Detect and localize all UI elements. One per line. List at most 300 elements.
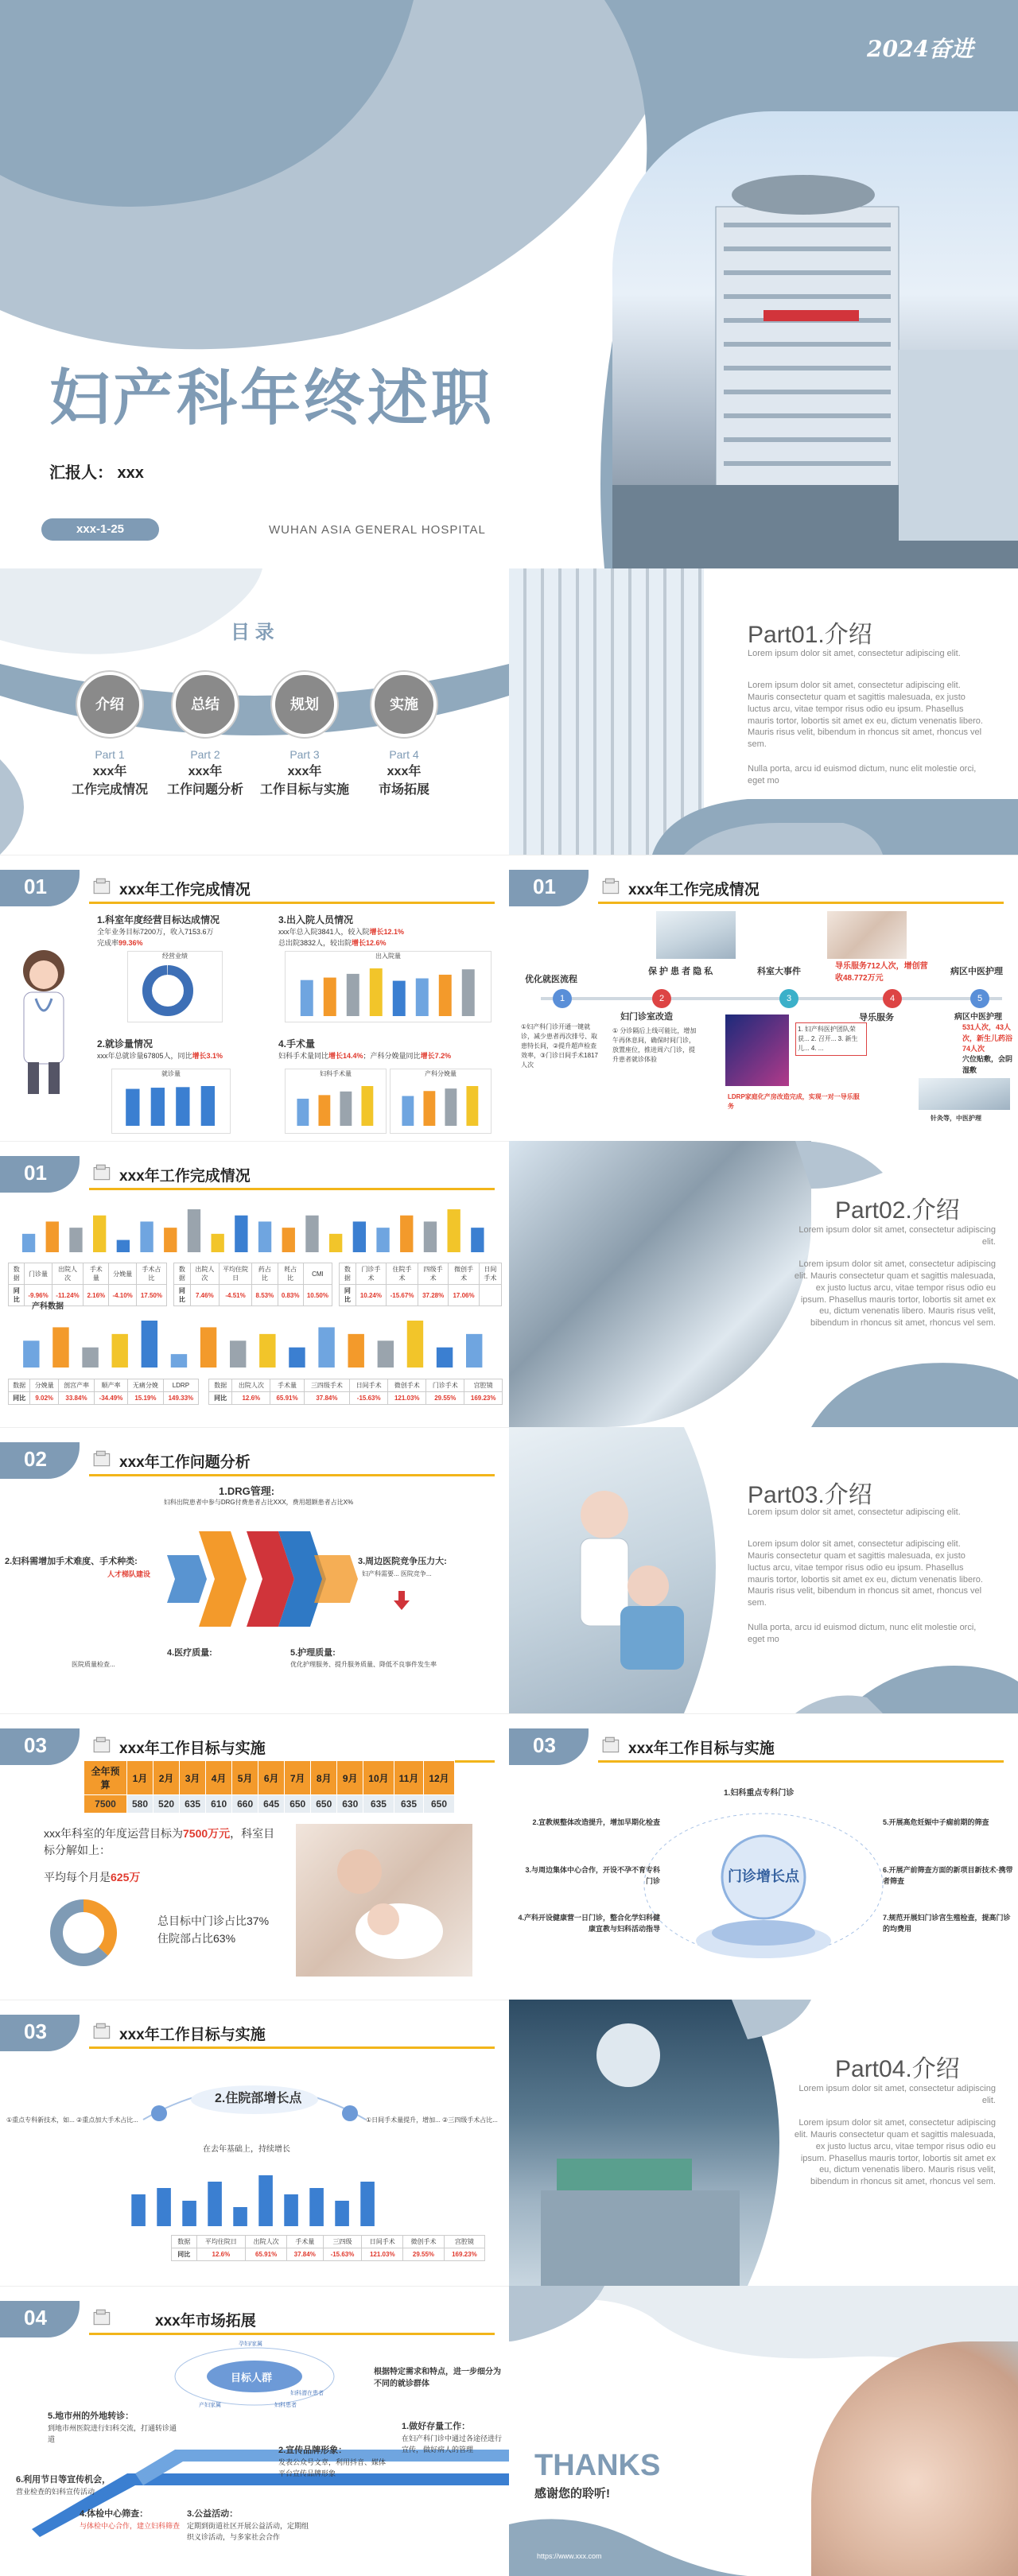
s2-text-1: ①妇产科门诊开通一键就诊，减少患者再次排号、取患特长间，②提升超声检查效率，③门诊日间手术1817人次 (521, 1023, 598, 1069)
s2-step-1 (553, 989, 572, 1008)
s4-p3-text: 妇产科需要... 医院竞争... (362, 1570, 432, 1577)
bar (407, 1321, 423, 1368)
s8-ring-1: 孕妇/家属 (239, 2341, 262, 2347)
cell: 日间手术 (362, 2236, 403, 2248)
bar (402, 1096, 414, 1127)
s1-b3-inc: 增长3.1% (192, 1052, 223, 1060)
cell: -11.24% (52, 1285, 83, 1306)
s2-step-5-num: 5 (977, 994, 983, 1003)
s3-t1-header (9, 1263, 167, 1285)
cell: 12.6% (196, 2248, 246, 2261)
cell: 手术占比 (136, 1263, 166, 1285)
s5-avg-row (44, 1869, 140, 1885)
toc-item-4[interactable] (356, 672, 452, 797)
s2-ldrp: LDRP家庭化产房改造完成，实现一对一导乐服务 (728, 1093, 860, 1110)
cell: 520 (153, 1795, 180, 1814)
bar (361, 1086, 373, 1126)
cell: 9月 (337, 1761, 363, 1795)
cell: 微创手术 (403, 2236, 445, 2248)
cell: 住院手术 (387, 1263, 418, 1285)
toc-circle-label-1: 介绍 (95, 696, 124, 712)
bar (259, 1334, 275, 1368)
s8-l4t: 定期到街道社区开展公益活动，定期组织义诊活动，与多家社会合作 (187, 2522, 309, 2541)
s5-pct-1: 总目标中门诊占比37% (157, 1915, 270, 1927)
s1-title: xxx年工作完成情况 (119, 882, 251, 898)
bar (258, 2175, 273, 2226)
thanks-sub: 感谢您的聆听! (534, 2487, 610, 2500)
cell: 出院人次 (232, 1379, 270, 1392)
cell: 7.46% (190, 1285, 219, 1306)
toc-item-1[interactable] (62, 672, 157, 797)
s1-b1-title: 1.科室年度经营目标达成情况 (97, 914, 220, 925)
cell: 65.91% (270, 1392, 304, 1405)
s4-p5-text: 优化护理服务、提升服务质量、降低不良事件发生率 (290, 1661, 437, 1668)
s2-extra: 针灸等，中医护理 (931, 1115, 981, 1122)
cover-title: 妇产科年终述职 (49, 365, 495, 433)
folder-icon (92, 2021, 113, 2042)
s2-step-5-label: 病区中医护理 (954, 1013, 1002, 1022)
part03-title: Part03.介绍 (748, 1482, 872, 1508)
bar (329, 1234, 342, 1252)
s5-budget-header (84, 1761, 455, 1795)
cell: 无痛分娩 (128, 1379, 164, 1392)
folder-icon (92, 2307, 113, 2328)
bar (93, 1216, 106, 1252)
s4-number: 02 (0, 1442, 80, 1479)
cell: -4.10% (109, 1285, 136, 1306)
bar (22, 1234, 35, 1252)
s2-event-photo (725, 1014, 789, 1086)
cell: CMI (303, 1263, 332, 1285)
bar (423, 1091, 435, 1126)
cell: 四级手术 (418, 1263, 448, 1285)
s5-pie-chart (44, 1893, 147, 1973)
s8-ring-4: 妇科潜在患者 (290, 2391, 324, 2396)
part01-slide (509, 568, 1018, 855)
s3-obs-values (9, 1392, 199, 1405)
s5-goal-value: 7500万元 (183, 1827, 231, 1840)
part04-body: Lorem ipsum dolor sit amet, consectetur adipiscing elit. Mauris consectetur quam et sagittis malesuada, ex justo luctus arcu, vitae tempor risus odio eu ipsum. Phasellus mauris tortor, lobortis sit amet ex eu, dictum venenatis libero. Mauris risus velit, bibendum in rhoncus sit amet, rhoncus vel sem. (794, 2118, 996, 2187)
s1-gyn-chart-box (285, 1069, 387, 1134)
cell: 手术量 (270, 1379, 304, 1392)
doctor-illustration (8, 943, 80, 1102)
s5-pct-2: 住院部占比63% (157, 1932, 236, 1945)
s3-table-1 (8, 1263, 167, 1306)
s1-b2-inc1: 增长12.1% (369, 928, 405, 936)
bar (131, 2194, 146, 2226)
s3-gyn-header (209, 1379, 503, 1392)
toc-line1-1: xxx年 (92, 765, 127, 778)
s1-b3-title: 2.就诊量情况 (97, 1038, 153, 1049)
cell: 37.28% (418, 1285, 448, 1306)
bar (424, 1221, 437, 1252)
part01-body: Lorem ipsum dolor sit amet, consectetur adipiscing elit. Mauris consectetur quam et sagittis malesuada, ex justo luctus arcu, vitae tempor risus odio eu ipsum. Phasellus mauris tortor, lobortis sit amet ex eu, dictum venenatis libero. Mauris risus velit, bibendum in rhoncus sit amet, rhoncus vel sem. (748, 681, 983, 750)
s1-b1-rate-row (97, 938, 143, 949)
s2-step-1-label: 优化就医流程 (525, 975, 577, 984)
s3-slide (0, 1141, 509, 1427)
toc-line2-4: 市场拓展 (378, 783, 429, 797)
cell: 9.02% (30, 1392, 59, 1405)
cover-slide (0, 0, 1018, 568)
cell: 数据 (209, 1379, 232, 1392)
bar (188, 1209, 200, 1252)
s2-label-tcm: 病区中医护理 (950, 967, 1003, 976)
s2-timeline (541, 997, 1002, 1000)
cell: 610 (206, 1795, 232, 1814)
toc-circle-3 (272, 672, 337, 737)
bar (142, 1321, 157, 1368)
cell: 29.55% (403, 2248, 445, 2261)
s5-title: xxx年工作目标与实施 (119, 1740, 266, 1757)
cell: -15.67% (387, 1285, 418, 1306)
thanks-title: THANKS (534, 2449, 661, 2482)
bar (360, 2182, 375, 2226)
bar (117, 1240, 130, 1252)
s3-lower-bars (12, 1313, 497, 1372)
s2-label-doula: 导乐服务712人次，增创营收48.772万元 (835, 962, 928, 983)
cell: 645 (258, 1795, 285, 1814)
cell: 169.23% (464, 1392, 503, 1405)
cell: 剖宫产率 (59, 1379, 95, 1392)
down-arrow-icon (394, 1591, 410, 1610)
s1-b2-row1 (278, 927, 404, 938)
s2-step-2-num: 2 (659, 994, 665, 1003)
bar (23, 1340, 39, 1368)
bar (471, 1228, 484, 1252)
s7-chart-box (119, 2167, 390, 2231)
cell: 635 (180, 1795, 206, 1814)
s5-goal-text2: ，科室目标分解如上： (44, 1827, 275, 1856)
cell: 7月 (285, 1761, 311, 1795)
bar (282, 1228, 295, 1252)
bar (69, 1228, 82, 1252)
cell: 手术量 (286, 2236, 323, 2248)
s3-obs-title: 产科数据 (32, 1302, 64, 1311)
s5-budget-values (84, 1795, 455, 1814)
cell: 微创手术 (449, 1263, 479, 1285)
bar (318, 1327, 334, 1368)
bar (448, 1209, 460, 1252)
s1-inout-chart-title: 出入院量 (375, 952, 401, 960)
bar (318, 1095, 330, 1126)
s4-p5-title: 5.护理质量: (290, 1648, 336, 1658)
s7-right: ①日间手术量提升，增加... ②三四级手术占比... (366, 2116, 498, 2124)
cell: 635 (394, 1795, 424, 1814)
s7-arc-graphic (127, 2064, 382, 2151)
cell: 4月 (206, 1761, 232, 1795)
s3-gyn-values (209, 1392, 503, 1405)
folder-icon (92, 1735, 113, 1755)
cell: 8月 (311, 1761, 337, 1795)
bar (233, 2207, 247, 2226)
bar (201, 1086, 215, 1126)
s3-obs-table (8, 1379, 199, 1405)
s2-title-underline (598, 902, 1004, 904)
s1-inout-chart-box (285, 951, 492, 1022)
cell: 出院人次 (246, 2236, 287, 2248)
s7-bar-chart (119, 2167, 390, 2231)
folder-icon (92, 1449, 113, 1469)
s4-p2-title: 2.妇科需增加手术难度、手术种类: (5, 1557, 138, 1566)
cell: 650 (424, 1795, 454, 1814)
cell: 33.84% (59, 1392, 95, 1405)
bar (305, 1216, 318, 1252)
s1-donut-chart-title: 经营业绩 (162, 952, 188, 960)
s1-b4-inc: 增长14.4% (328, 1052, 363, 1060)
toc-item-2[interactable] (157, 672, 253, 797)
s6-number: 03 (509, 1728, 589, 1765)
s1-b4-text2: ；产科分娩量同比 (363, 1052, 421, 1060)
s1-b4-row (278, 1051, 451, 1062)
toc-line2-2: 工作问题分析 (166, 783, 243, 797)
s6-title: xxx年工作目标与实施 (628, 1740, 775, 1757)
s6-item-7: 7.规范开展妇门诊宫生殖检查，提高门诊的均费用 (883, 1914, 1011, 1933)
cell: 出院人次 (190, 1263, 219, 1285)
s1-title-underline (89, 902, 495, 904)
part02-body: Lorem ipsum dolor sit amet, consectetur adipiscing elit. Mauris consectetur quam et sagittis malesuada, ex justo luctus arcu, vitae tempor risus odio eu ipsum. Phasellus mauris tortor, lobortis sit amet ex eu, dictum venenatis libero. Mauris risus velit, bibendum in rhoncus sit amet, rhoncus vel sem. (794, 1259, 996, 1329)
s4-arrow-graphic (159, 1523, 366, 1635)
s5-slide (0, 1713, 509, 2000)
bar (370, 968, 383, 1016)
bar (301, 980, 313, 1016)
s8-slide (0, 2286, 509, 2576)
part01-subtitle: Lorem ipsum dolor sit amet, consectetur adipiscing elit. (748, 649, 961, 658)
cell: 分娩量 (30, 1379, 59, 1392)
s1-visit-chart (112, 1078, 231, 1131)
s7-slide (0, 2000, 509, 2286)
s1-b1-rate: 99.36% (119, 939, 143, 947)
s6-item-3: 3.与周边集体中心合作，开设不孕不育专科门诊 (525, 1866, 660, 1885)
s4-p1-title: 1.DRG管理: (219, 1485, 275, 1497)
bar (466, 1334, 482, 1368)
s7-table (171, 2235, 485, 2261)
bar (324, 978, 336, 1016)
toc-line2-1: 工作完成情况 (71, 783, 148, 797)
cell: 同比 (209, 1392, 232, 1405)
toc-line1-4: xxx年 (387, 765, 422, 778)
date-text: xxx-1-25 (76, 522, 125, 536)
s2-photo-1 (656, 911, 736, 959)
bar (126, 1089, 139, 1126)
s1-b2-title: 3.出入院人员情况 (278, 914, 354, 925)
s8-right: 根据特定需求和特点，进一步细分为不同的就诊群体 (374, 2368, 501, 2388)
s7-table-values (172, 2248, 485, 2261)
cell: 日间手术 (350, 1379, 388, 1392)
s3-title-underline (89, 1188, 495, 1190)
bar (171, 1354, 187, 1368)
s8-number: 04 (0, 2301, 80, 2337)
bar (230, 1340, 246, 1368)
cell: 分娩量 (109, 1263, 136, 1285)
s3-t2-values (174, 1285, 332, 1306)
bar (445, 1088, 457, 1126)
bar (212, 1234, 224, 1252)
cell: 同比 (340, 1285, 356, 1306)
cell: 1月 (127, 1761, 153, 1795)
cell: 5月 (232, 1761, 258, 1795)
cell: 数据 (9, 1379, 30, 1392)
s4-slide (0, 1427, 509, 1713)
s8-l2: 6.利用节日等宣传机会， (16, 2475, 111, 2485)
cell: -4.51% (219, 1285, 251, 1306)
cell: 同比 (9, 1392, 30, 1405)
part03-subtitle: Lorem ipsum dolor sit amet, consectetur adipiscing elit. (748, 1507, 961, 1517)
cell: 顺产率 (94, 1379, 127, 1392)
s1-gyn-chart (286, 1078, 387, 1131)
s3-obs-header (9, 1379, 199, 1392)
toc-circle-1 (77, 672, 142, 737)
s7-center: 2.住院部增长点 (215, 2092, 302, 2105)
toc-line2-3: 工作目标与实施 (259, 783, 349, 797)
s2-step-4-label: 导乐服务 (859, 1013, 894, 1022)
bar (309, 2188, 324, 2226)
cell: 手术量 (84, 1263, 109, 1285)
s2-step-3 (779, 989, 798, 1008)
s2-step-4 (883, 989, 902, 1008)
cell: 15.19% (128, 1392, 164, 1405)
s8-l5: 2.宣传品牌形象： (278, 2446, 348, 2455)
cell: 门诊手术 (356, 1263, 386, 1285)
s5-goal-row (44, 1825, 282, 1859)
s8-ring-2: 产妇家属 (199, 2403, 221, 2408)
s6-item-1: 1.妇科重点专科门诊 (724, 1789, 795, 1798)
bar (140, 1221, 153, 1252)
s5-avg-value: 625万 (111, 1871, 141, 1884)
s1-b2-inc2: 增长12.6% (352, 939, 387, 947)
s8-ring-3: 妇科患者 (274, 2403, 297, 2408)
toc-slide (0, 568, 509, 855)
cell: -9.96% (25, 1285, 52, 1306)
cell: 29.55% (426, 1392, 464, 1405)
s6-item-2: 2.宣教规整体改造提升，增加早期化检查 (532, 1818, 660, 1826)
bar (347, 974, 359, 1016)
cell: 169.23% (444, 2248, 484, 2261)
s5-budget-table (84, 1760, 455, 1814)
cell: -34.49% (94, 1392, 127, 1405)
s5-avg-text: 平均每个月是 (44, 1871, 111, 1884)
cell: 10.50% (303, 1285, 332, 1306)
cell: 同比 (174, 1285, 191, 1306)
thanks-slide (509, 2286, 1018, 2576)
s1-b1-rate-label: 完成率 (97, 939, 119, 947)
bar (437, 1348, 453, 1368)
s4-title-underline (89, 1474, 495, 1476)
s2-label-events: 科室大事件 (757, 967, 801, 976)
bar (82, 1348, 98, 1368)
s8-l2t: 营业检查的妇科宣传活动 (16, 2488, 95, 2496)
part03-body: Lorem ipsum dolor sit amet, consectetur adipiscing elit. Mauris consectetur quam et sagittis malesuada, ex justo luctus arcu, vitae tempor risus odio eu ipsum. Phasellus mauris tortor, lobortis sit amet ex eu, dictum venenatis libero. Mauris risus velit, bibendum in rhoncus sit amet, rhoncus vel sem. (748, 1539, 983, 1608)
cell: 三四级 (323, 2236, 362, 2248)
s3-gyn-table (208, 1379, 503, 1405)
s7-title: xxx年工作目标与实施 (119, 2027, 266, 2043)
s2-label-privacy: 保 护 患 者 隐 私 (648, 967, 713, 976)
s8-l1t: 到地市州医院进行妇科交流，打通转诊通道 (48, 2424, 177, 2443)
cell: 0.83% (278, 1285, 303, 1306)
toc-circle-label-3: 规划 (290, 696, 319, 712)
cell: 635 (363, 1795, 394, 1814)
s3-number: 01 (0, 1156, 80, 1193)
s2-text-4: 1. 妇产科医护团队荣获... 2. 召开... 3. 新生儿... 4. ... (795, 1022, 867, 1056)
s1-visit-chart-box (111, 1069, 231, 1134)
s2-slide (509, 855, 1018, 1141)
s1-number: 01 (0, 870, 80, 906)
s6-item-6: 6.开展产前筛查方面的新项目新技术·携带者筛查 (883, 1866, 1013, 1885)
bar (182, 2201, 196, 2226)
s1-b4-inc2: 增长7.2% (420, 1052, 452, 1060)
folder-icon (92, 876, 113, 897)
s3-lower-charts (12, 1313, 497, 1372)
s2-text-2: ① 分诊隔后上线可能比，增加午再休息间，确保时间门诊，放置座位，推进周六门诊，提升患者就诊体验 (612, 1027, 697, 1063)
cell: 37.84% (286, 2248, 323, 2261)
bar (200, 1327, 216, 1368)
s4-p4-title: 4.医疗质量: (167, 1648, 212, 1658)
s2-step-2-label: 妇门诊室改造 (620, 1012, 673, 1022)
s3-t3-values (340, 1285, 502, 1306)
s2-title: xxx年工作完成情况 (628, 882, 760, 898)
s5-number: 03 (0, 1728, 80, 1765)
cell: 11月 (394, 1761, 424, 1795)
bar (340, 1092, 352, 1126)
s7-sub: 在去年基础上，持续增长 (203, 2145, 290, 2154)
toc-part-3: Part 3 (289, 748, 320, 761)
cell: 数据 (9, 1263, 25, 1285)
toc-item-3[interactable] (253, 672, 356, 797)
s7-table-header (172, 2236, 485, 2248)
s1-b1-text: 全年业务目标7200万，收入7153.6万 (97, 928, 214, 936)
cell: 650 (311, 1795, 337, 1814)
cell: 出院人次 (52, 1263, 83, 1285)
s8-title: xxx年市场拓展 (155, 2313, 256, 2330)
s8-l6: 1.做好存量工作： (402, 2422, 471, 2431)
cell: 8.53% (252, 1285, 278, 1306)
cell: 门诊量 (25, 1263, 52, 1285)
s2-tcm-photo (919, 1078, 1010, 1110)
bar (416, 979, 429, 1016)
s1-b2-text2: 总出院3832人，较出院 (278, 939, 352, 947)
cell: 10月 (363, 1761, 394, 1795)
part03-slide (509, 1427, 1018, 1713)
s8-l1: 5.地市州的外地转诊： (48, 2411, 134, 2421)
cell: 17.06% (449, 1285, 479, 1306)
s6-title-underline (598, 1760, 1004, 1763)
s2-number: 01 (509, 870, 589, 906)
pie-slice (84, 1906, 111, 1951)
s6-item-5: 5.开展高危妊娠中子痫前期的筛查 (883, 1818, 989, 1826)
s1-obs-chart (390, 1078, 492, 1131)
s8-l4: 3.公益活动： (187, 2509, 239, 2519)
bar (157, 2188, 171, 2226)
cell: 宫腔镜 (464, 1379, 503, 1392)
cell: 同比 (172, 2248, 197, 2261)
cell: 17.50% (136, 1285, 166, 1306)
bar (335, 2201, 349, 2226)
s8-l5t: 发表公众号文章，利用抖音、媒体平台宣传品牌形象 (278, 2458, 387, 2477)
cell: 2.16% (84, 1285, 109, 1306)
bar (297, 1099, 309, 1126)
bar (289, 1348, 305, 1368)
cell: 660 (232, 1795, 258, 1814)
s1-donut-chart (128, 960, 223, 1021)
bar (176, 1087, 189, 1126)
s3-table-3 (339, 1263, 502, 1306)
folder-icon (601, 1735, 622, 1755)
s1-inout-chart (286, 960, 492, 1021)
s4-title: xxx年工作问题分析 (119, 1454, 251, 1471)
bar (46, 1221, 59, 1252)
cell: 2月 (153, 1761, 180, 1795)
date-badge (41, 518, 159, 541)
cell: 平均住院日 (196, 2236, 246, 2248)
